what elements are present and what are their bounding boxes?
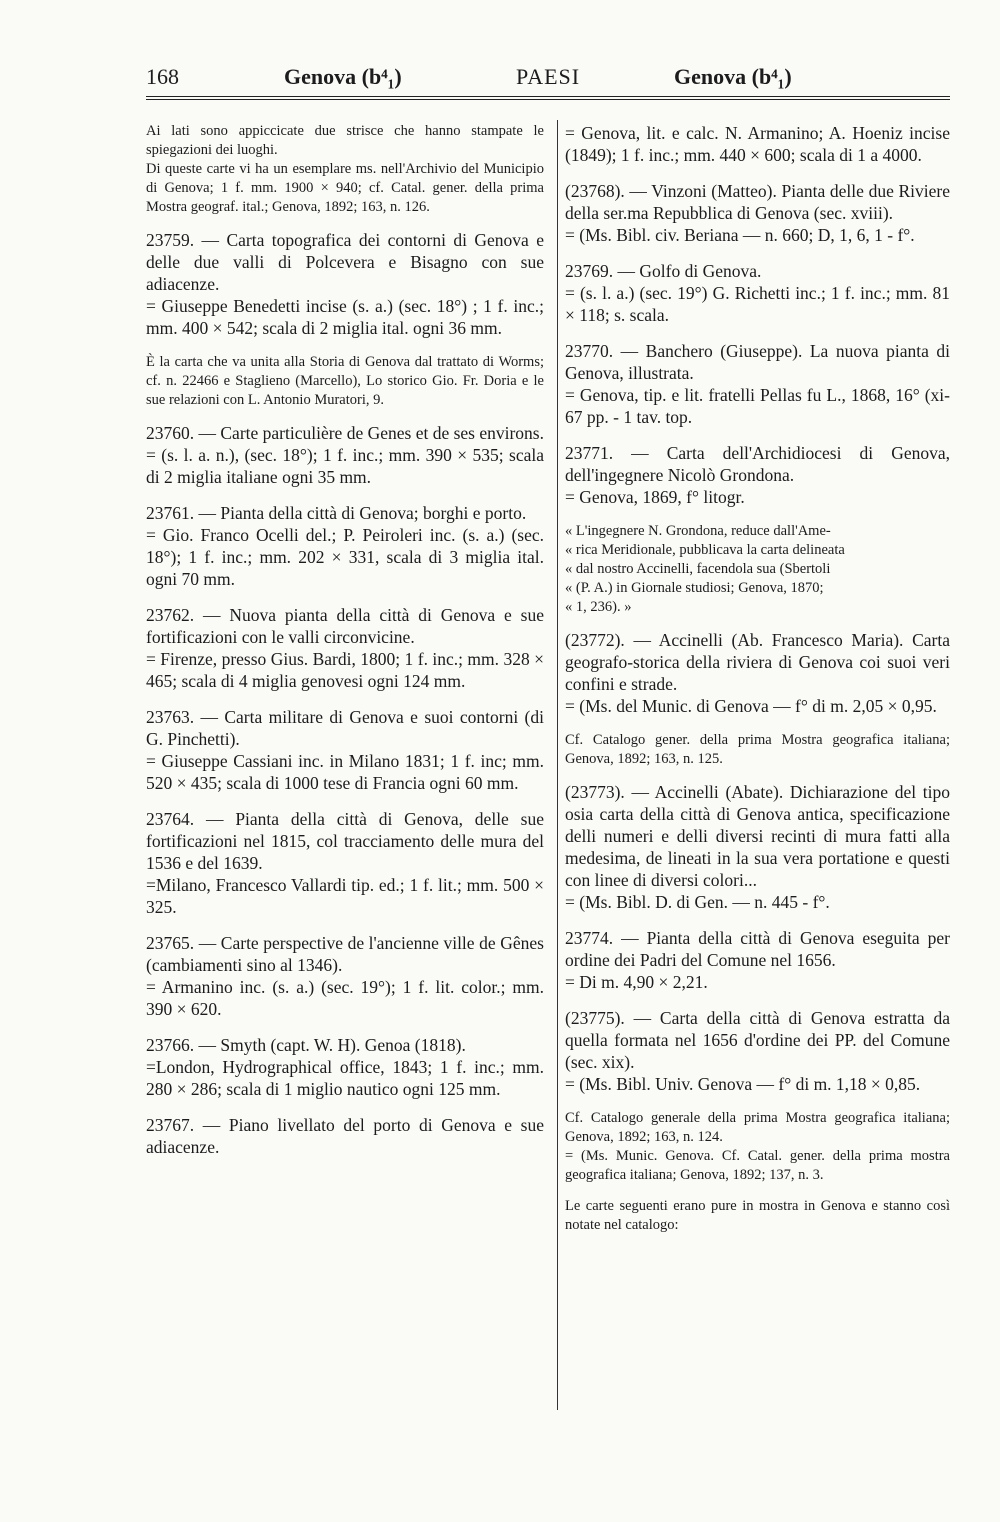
column-divider: [557, 120, 558, 1410]
left-column: [146, 122, 544, 1172]
catalog-entry: 23771. — Carta dell'Archidiocesi di Genova, dell'ingegnere Nicolò Grondona. = Genova, 1869, f° litogr.: [565, 443, 950, 507]
catalog-entry: (23772). — Accinelli (Ab. Francesco Maria). Carta geografo-storica della riviera di Genova coi suoi veri confini e strade. = (Ms. del Munic. di Genova — f° di m. 2,05 × 0,95.: [565, 630, 950, 716]
header-right-title: Genova (b⁴₁): [674, 64, 792, 89]
running-header: [146, 58, 950, 92]
catalog-entry: 23760. — Carte particulière de Genes et de ses environs. = (s. l. a. n.), (sec. 18°); 1 f. inc.; mm. 390 × 535; scala di 2 miglia italiane ogni 35 mm.: [146, 423, 544, 487]
catalog-entry: (23773). — Accinelli (Abate). Dichiarazione del tipo osia carta della città di Genova antica, specificazione delli numeri e delli diversi recinti di mura fatti alla medesima, de lineati in la sua vera portatione e questi con linee di diversi colori... = (Ms. Bibl. D. di Gen. — n. 445 - f°.: [565, 782, 950, 912]
catalog-entry: = Genova, lit. e calc. N. Armanino; A. Hoeniz incise (1849); 1 f. inc.; mm. 440 × 600; scala di 1 a 4000.: [565, 123, 950, 165]
header-left-title: Genova (b⁴₁): [284, 64, 402, 89]
catalog-note: Le carte seguenti erano pure in mostra in Genova e stanno così notate nel catalogo:: [565, 1198, 950, 1233]
catalog-entry: 23769. — Golfo di Genova. = (s. l. a.) (sec. 19°) G. Richetti inc.; 1 f. inc.; mm. 81 × 118; s. scala.: [565, 261, 950, 325]
catalog-entry: 23765. — Carte perspective de l'ancienne ville de Gênes (cambiamenti sino al 1346). = Armanino inc. (s. a.) (sec. 19°); 1 f. lit. color.; mm. 390 × 620.: [146, 933, 544, 1019]
catalog-entry: (23768). — Vinzoni (Matteo). Pianta delle due Riviere della ser.ma Repubblica di Genova (sec. xviii). = (Ms. Bibl. civ. Beriana — n. 660; D, 1, 6, 1 - f°.: [565, 181, 950, 245]
page-number: 168: [146, 64, 179, 89]
right-column: [565, 122, 950, 1247]
header-rule: [146, 96, 950, 100]
catalog-entry: (23775). — Carta della città di Genova estratta da quella formata nel 1656 d'ordine dei PP. del Comune (sec. xix). = (Ms. Bibl. Univ. Genova — f° di m. 1,18 × 0,85.: [565, 1008, 950, 1094]
catalog-entry: 23774. — Pianta della città di Genova eseguita per ordine dei Padri del Comune nel 1656. = Di m. 4,90 × 2,21.: [565, 928, 950, 992]
catalog-note: Cf. Catalogo generale della prima Mostra geografica italiana; Genova, 1892; 163, n. 124. = (Ms. Munic. Genova. Cf. Catal. gener. della prima mostra geografica italiana; Genova, 1892; 137, n. 3.: [565, 1110, 950, 1183]
catalog-entry: 23770. — Banchero (Giuseppe). La nuova pianta di Genova, illustrata. = Genova, tip. e lit. fratelli Pellas fu L., 1868, 16° (xi-67 pp. - 1 tav. top.: [565, 341, 950, 427]
catalog-entry: 23759. — Carta topografica dei contorni di Genova e delle due valli di Polcevera e Bisagno con sue adiacenze. = Giuseppe Benedetti incise (s. a.) (sec. 18°) ; 1 f. inc.; mm. 400 × 542; scala di 2 miglia ital. ogni 36 mm.: [146, 230, 544, 338]
catalog-note: « L'ingegnere N. Grondona, reduce dall'Ame- « rica Meridionale, pubblicava la carta delineata « dal nostro Accinelli, facendola sua (Sbertoli « (P. A.) in Giornale studiosi; Genova, 1870; « 1, 236). »: [565, 523, 845, 615]
catalog-note: Cf. Catalogo gener. della prima Mostra geografica italiana; Genova, 1892; 163, n. 125.: [565, 732, 950, 767]
catalog-entry: 23763. — Carta militare di Genova e suoi contorni (di G. Pinchetti). = Giuseppe Cassiani inc. in Milano 1831; 1 f. inc; mm. 520 × 435; scala di 1000 tese di Francia ogni 60 mm.: [146, 707, 544, 793]
catalog-note: Ai lati sono appiccicate due strisce che hanno stampate le spiegazioni dei luoghi. Di queste carte vi ha un esemplare ms. nell'Archivio del Municipio di Genova; 1 f. mm. 1900 × 940; cf. Catal. gener. della prima Mostra geograf. ital.; Genova, 1892; 163, n. 126.: [146, 123, 544, 215]
catalog-entry: 23761. — Pianta della città di Genova; borghi e porto. = Gio. Franco Ocelli del.; P. Peiroleri inc. (s. a.) (sec. 18°); 1 f. inc.; mm. 202 × 331, scala di 3 miglia ital. ogni 70 mm.: [146, 503, 544, 589]
catalog-entry: 23767. — Piano livellato del porto di Genova e sue adiacenze.: [146, 1115, 544, 1157]
catalog-note: È la carta che va unita alla Storia di Genova dal trattato di Worms; cf. n. 22466 e Staglieno (Marcello), Lo storico Gio. Fr. Doria e le sue relazioni con L. Antonio Muratori, 9.: [146, 354, 544, 408]
catalog-entry: 23764. — Pianta della città di Genova, delle sue fortificazioni nel 1815, col tracciamento delle mura del 1536 e del 1639. =Milano, Francesco Vallardi tip. ed.; 1 f. lit.; mm. 500 × 325.: [146, 809, 544, 917]
header-section-title: PAESI: [516, 64, 581, 89]
catalog-entry: 23766. — Smyth (capt. W. H). Genoa (1818). =London, Hydrographical office, 1843; 1 f. inc.; mm. 280 × 286; scala di 1 miglio nautico ogni 125 mm.: [146, 1035, 544, 1099]
catalog-entry: 23762. — Nuova pianta della città di Genova e sue fortificazioni con le valli circonvicine. = Firenze, presso Gius. Bardi, 1800; 1 f. inc.; mm. 328 × 465; scala di 4 miglia genovesi ogni 124 mm.: [146, 605, 544, 691]
